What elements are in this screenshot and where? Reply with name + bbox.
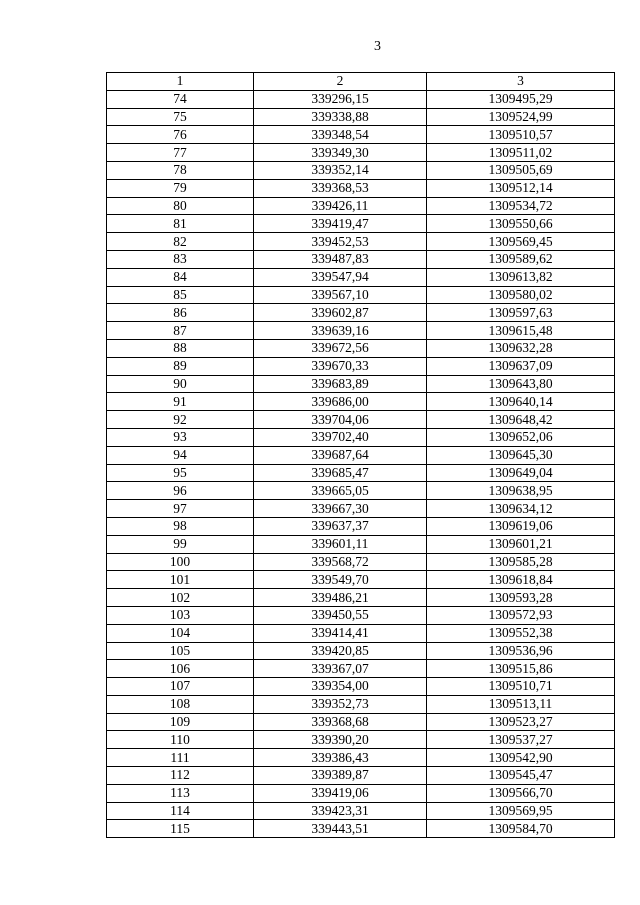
y-coordinate-cell: 1309513,11 xyxy=(427,695,615,713)
point-number-cell: 113 xyxy=(107,784,254,802)
table-row xyxy=(107,126,615,144)
point-number-cell: 93 xyxy=(107,428,254,446)
table-row xyxy=(107,197,615,215)
point-number-cell: 90 xyxy=(107,375,254,393)
page-number: 3 xyxy=(374,39,381,54)
table-row xyxy=(107,820,615,838)
y-coordinate-cell: 1309512,14 xyxy=(427,179,615,197)
point-number-cell: 75 xyxy=(107,108,254,126)
y-coordinate-cell: 1309649,04 xyxy=(427,464,615,482)
table-row xyxy=(107,108,615,126)
x-coordinate-cell: 339386,43 xyxy=(254,749,427,767)
x-coordinate-cell: 339683,89 xyxy=(254,375,427,393)
point-number-cell: 94 xyxy=(107,446,254,464)
table-row xyxy=(107,517,615,535)
point-number-cell: 106 xyxy=(107,660,254,678)
table-row xyxy=(107,767,615,785)
y-coordinate-cell: 1309536,96 xyxy=(427,642,615,660)
point-number-cell: 105 xyxy=(107,642,254,660)
point-number-cell: 76 xyxy=(107,126,254,144)
table-row xyxy=(107,464,615,482)
point-number-cell: 91 xyxy=(107,393,254,411)
point-number-cell: 115 xyxy=(107,820,254,838)
table-row xyxy=(107,749,615,767)
table-row xyxy=(107,500,615,518)
x-coordinate-cell: 339486,21 xyxy=(254,589,427,607)
table-row xyxy=(107,161,615,179)
y-coordinate-cell: 1309645,30 xyxy=(427,446,615,464)
x-coordinate-cell: 339414,41 xyxy=(254,624,427,642)
table-row xyxy=(107,233,615,251)
table-row xyxy=(107,428,615,446)
y-coordinate-cell: 1309643,80 xyxy=(427,375,615,393)
y-coordinate-cell: 1309601,21 xyxy=(427,535,615,553)
x-coordinate-cell: 339687,64 xyxy=(254,446,427,464)
point-number-cell: 114 xyxy=(107,802,254,820)
y-coordinate-cell: 1309524,99 xyxy=(427,108,615,126)
x-coordinate-cell: 339443,51 xyxy=(254,820,427,838)
x-coordinate-cell: 339686,00 xyxy=(254,393,427,411)
x-coordinate-cell: 339602,87 xyxy=(254,304,427,322)
point-number-cell: 85 xyxy=(107,286,254,304)
x-coordinate-cell: 339389,87 xyxy=(254,767,427,785)
table-row xyxy=(107,535,615,553)
y-coordinate-cell: 1309523,27 xyxy=(427,713,615,731)
x-coordinate-cell: 339352,73 xyxy=(254,695,427,713)
x-coordinate-cell: 339390,20 xyxy=(254,731,427,749)
point-number-cell: 103 xyxy=(107,606,254,624)
point-number-cell: 95 xyxy=(107,464,254,482)
header-col-3: 3 xyxy=(427,73,615,91)
table-row xyxy=(107,731,615,749)
point-number-cell: 84 xyxy=(107,268,254,286)
y-coordinate-cell: 1309597,63 xyxy=(427,304,615,322)
table-row xyxy=(107,642,615,660)
table-row xyxy=(107,802,615,820)
y-coordinate-cell: 1309495,29 xyxy=(427,90,615,108)
table-row xyxy=(107,482,615,500)
table-row xyxy=(107,322,615,340)
table-row xyxy=(107,215,615,233)
x-coordinate-cell: 339419,47 xyxy=(254,215,427,233)
x-coordinate-cell: 339665,05 xyxy=(254,482,427,500)
point-number-cell: 80 xyxy=(107,197,254,215)
x-coordinate-cell: 339352,14 xyxy=(254,161,427,179)
y-coordinate-cell: 1309572,93 xyxy=(427,606,615,624)
table-row xyxy=(107,606,615,624)
x-coordinate-cell: 339670,33 xyxy=(254,357,427,375)
point-number-cell: 101 xyxy=(107,571,254,589)
point-number-cell: 107 xyxy=(107,678,254,696)
table-body xyxy=(107,90,615,837)
y-coordinate-cell: 1309569,95 xyxy=(427,802,615,820)
x-coordinate-cell: 339637,37 xyxy=(254,517,427,535)
y-coordinate-cell: 1309584,70 xyxy=(427,820,615,838)
y-coordinate-cell: 1309632,28 xyxy=(427,339,615,357)
point-number-cell: 74 xyxy=(107,90,254,108)
y-coordinate-cell: 1309550,66 xyxy=(427,215,615,233)
y-coordinate-cell: 1309637,09 xyxy=(427,357,615,375)
y-coordinate-cell: 1309552,38 xyxy=(427,624,615,642)
point-number-cell: 82 xyxy=(107,233,254,251)
table-row xyxy=(107,357,615,375)
header-col-2: 2 xyxy=(254,73,427,91)
point-number-cell: 102 xyxy=(107,589,254,607)
x-coordinate-cell: 339426,11 xyxy=(254,197,427,215)
x-coordinate-cell: 339672,56 xyxy=(254,339,427,357)
table-row xyxy=(107,144,615,162)
x-coordinate-cell: 339420,85 xyxy=(254,642,427,660)
point-number-cell: 83 xyxy=(107,250,254,268)
table-row xyxy=(107,660,615,678)
point-number-cell: 97 xyxy=(107,500,254,518)
y-coordinate-cell: 1309569,45 xyxy=(427,233,615,251)
x-coordinate-cell: 339368,68 xyxy=(254,713,427,731)
table-row xyxy=(107,179,615,197)
x-coordinate-cell: 339348,54 xyxy=(254,126,427,144)
y-coordinate-cell: 1309640,14 xyxy=(427,393,615,411)
point-number-cell: 108 xyxy=(107,695,254,713)
x-coordinate-cell: 339568,72 xyxy=(254,553,427,571)
y-coordinate-cell: 1309593,28 xyxy=(427,589,615,607)
table-row xyxy=(107,250,615,268)
x-coordinate-cell: 339452,53 xyxy=(254,233,427,251)
y-coordinate-cell: 1309615,48 xyxy=(427,322,615,340)
point-number-cell: 112 xyxy=(107,767,254,785)
x-coordinate-cell: 339450,55 xyxy=(254,606,427,624)
point-number-cell: 79 xyxy=(107,179,254,197)
x-coordinate-cell: 339354,00 xyxy=(254,678,427,696)
x-coordinate-cell: 339685,47 xyxy=(254,464,427,482)
table-row xyxy=(107,713,615,731)
y-coordinate-cell: 1309542,90 xyxy=(427,749,615,767)
y-coordinate-cell: 1309589,62 xyxy=(427,250,615,268)
y-coordinate-cell: 1309505,69 xyxy=(427,161,615,179)
header-col-1: 1 xyxy=(107,73,254,91)
point-number-cell: 98 xyxy=(107,517,254,535)
point-number-cell: 96 xyxy=(107,482,254,500)
point-number-cell: 81 xyxy=(107,215,254,233)
point-number-cell: 89 xyxy=(107,357,254,375)
point-number-cell: 110 xyxy=(107,731,254,749)
table-row xyxy=(107,784,615,802)
y-coordinate-cell: 1309545,47 xyxy=(427,767,615,785)
x-coordinate-cell: 339349,30 xyxy=(254,144,427,162)
y-coordinate-cell: 1309634,12 xyxy=(427,500,615,518)
x-coordinate-cell: 339639,16 xyxy=(254,322,427,340)
x-coordinate-cell: 339368,53 xyxy=(254,179,427,197)
x-coordinate-cell: 339419,06 xyxy=(254,784,427,802)
x-coordinate-cell: 339338,88 xyxy=(254,108,427,126)
point-number-cell: 88 xyxy=(107,339,254,357)
table-row xyxy=(107,695,615,713)
table-row xyxy=(107,624,615,642)
x-coordinate-cell: 339296,15 xyxy=(254,90,427,108)
y-coordinate-cell: 1309652,06 xyxy=(427,428,615,446)
x-coordinate-cell: 339367,07 xyxy=(254,660,427,678)
table-row xyxy=(107,678,615,696)
x-coordinate-cell: 339423,31 xyxy=(254,802,427,820)
table-row xyxy=(107,589,615,607)
y-coordinate-cell: 1309618,84 xyxy=(427,571,615,589)
y-coordinate-cell: 1309638,95 xyxy=(427,482,615,500)
table-row xyxy=(107,553,615,571)
table-row xyxy=(107,375,615,393)
x-coordinate-cell: 339702,40 xyxy=(254,428,427,446)
header-row xyxy=(107,73,615,91)
coordinates-table xyxy=(106,72,615,838)
x-coordinate-cell: 339487,83 xyxy=(254,250,427,268)
point-number-cell: 86 xyxy=(107,304,254,322)
x-coordinate-cell: 339567,10 xyxy=(254,286,427,304)
table-row xyxy=(107,339,615,357)
y-coordinate-cell: 1309580,02 xyxy=(427,286,615,304)
point-number-cell: 77 xyxy=(107,144,254,162)
point-number-cell: 104 xyxy=(107,624,254,642)
y-coordinate-cell: 1309566,70 xyxy=(427,784,615,802)
point-number-cell: 109 xyxy=(107,713,254,731)
point-number-cell: 99 xyxy=(107,535,254,553)
y-coordinate-cell: 1309515,86 xyxy=(427,660,615,678)
y-coordinate-cell: 1309648,42 xyxy=(427,411,615,429)
x-coordinate-cell: 339667,30 xyxy=(254,500,427,518)
y-coordinate-cell: 1309511,02 xyxy=(427,144,615,162)
table-row xyxy=(107,90,615,108)
point-number-cell: 111 xyxy=(107,749,254,767)
y-coordinate-cell: 1309619,06 xyxy=(427,517,615,535)
table-header xyxy=(107,73,615,91)
table-row xyxy=(107,286,615,304)
x-coordinate-cell: 339549,70 xyxy=(254,571,427,589)
x-coordinate-cell: 339601,11 xyxy=(254,535,427,553)
table-row xyxy=(107,571,615,589)
y-coordinate-cell: 1309510,71 xyxy=(427,678,615,696)
y-coordinate-cell: 1309537,27 xyxy=(427,731,615,749)
y-coordinate-cell: 1309510,57 xyxy=(427,126,615,144)
point-number-cell: 78 xyxy=(107,161,254,179)
y-coordinate-cell: 1309585,28 xyxy=(427,553,615,571)
y-coordinate-cell: 1309613,82 xyxy=(427,268,615,286)
table-row xyxy=(107,411,615,429)
point-number-cell: 100 xyxy=(107,553,254,571)
table-row xyxy=(107,446,615,464)
x-coordinate-cell: 339547,94 xyxy=(254,268,427,286)
y-coordinate-cell: 1309534,72 xyxy=(427,197,615,215)
point-number-cell: 87 xyxy=(107,322,254,340)
point-number-cell: 92 xyxy=(107,411,254,429)
table-row xyxy=(107,393,615,411)
table-row xyxy=(107,304,615,322)
table-row xyxy=(107,268,615,286)
x-coordinate-cell: 339704,06 xyxy=(254,411,427,429)
